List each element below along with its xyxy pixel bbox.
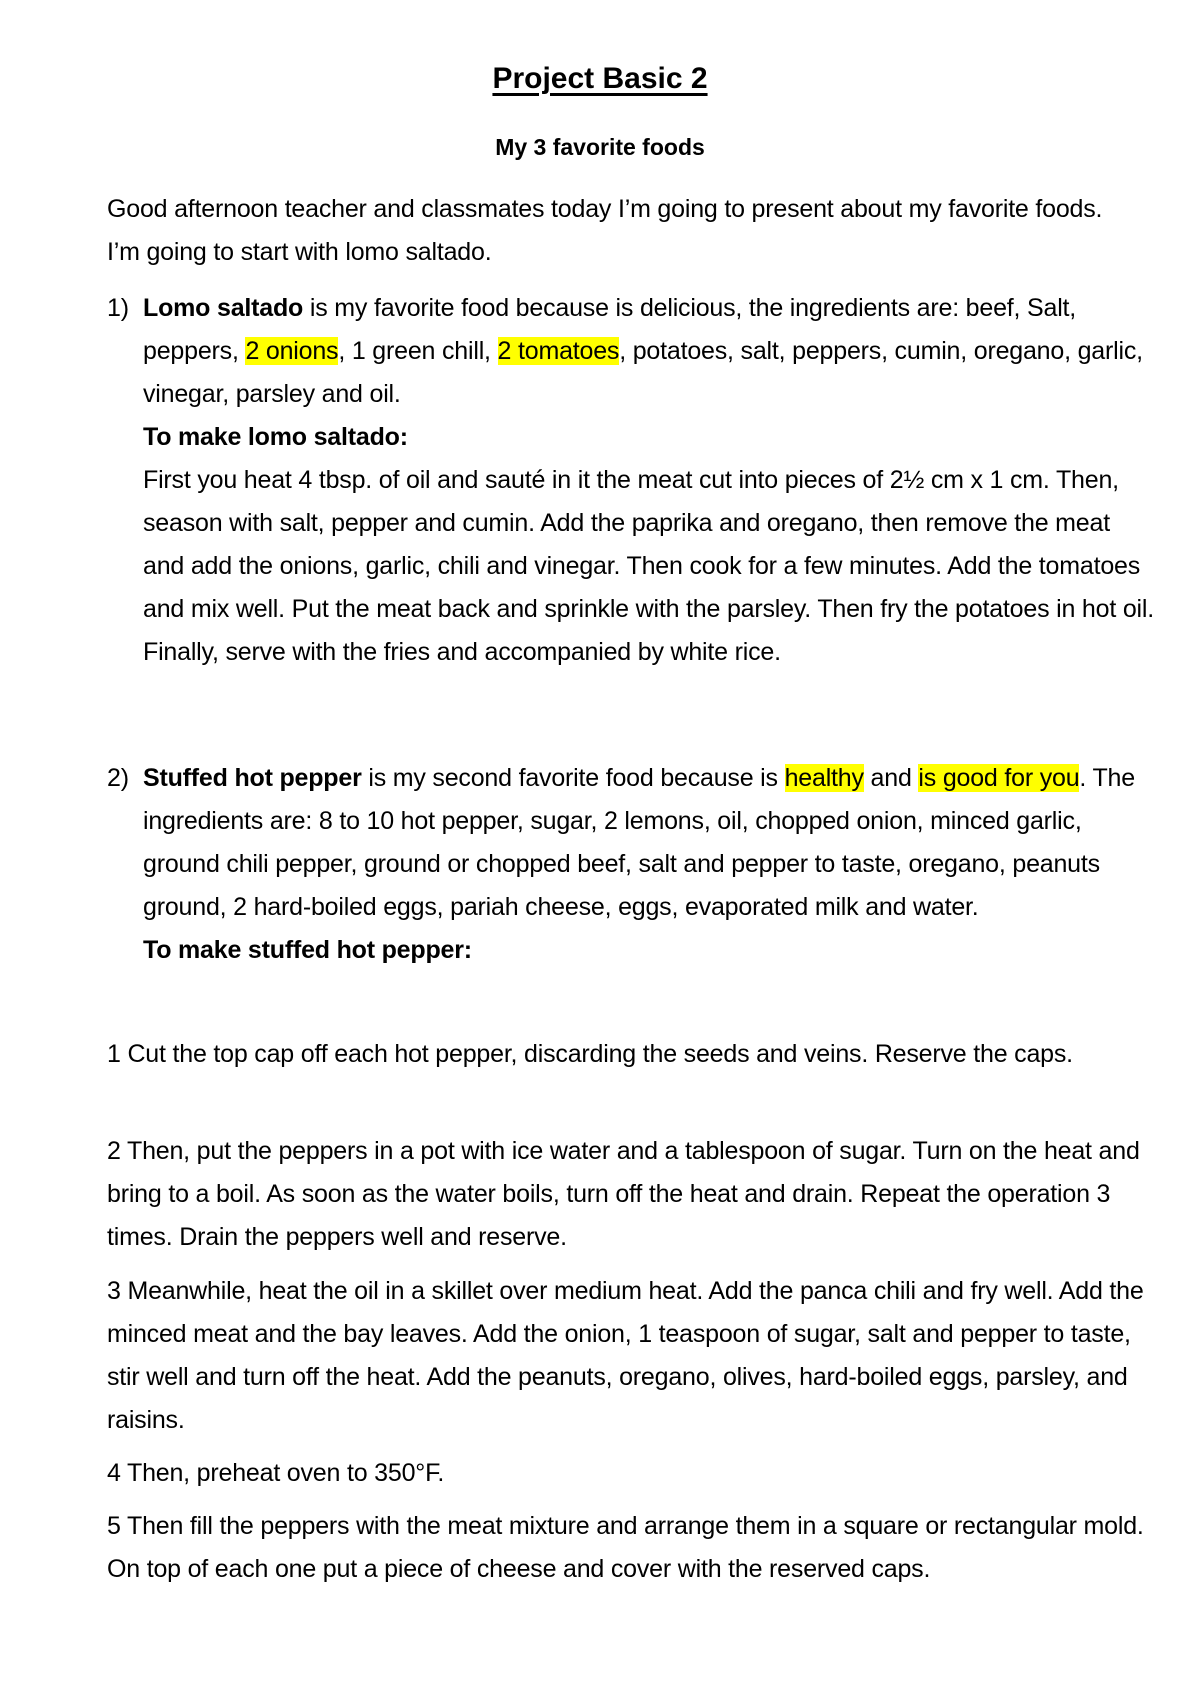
intro-paragraph: Good afternoon teacher and classmates today I’m going to present about my favorite foods. I’m going to start with lomo saltado. <box>107 195 1103 266</box>
recipe-step-1: 1 Cut the top cap off each hot pepper, discarding the seeds and veins. Reserve the caps. <box>107 1040 1073 1068</box>
highlighted-text: 2 onions <box>245 337 339 365</box>
recipe-step-5: 5 Then fill the peppers with the meat mixture and arrange them in a square or rectangular mold. On top of each one put a piece of cheese and cover with the reserved caps. <box>107 1512 1144 1583</box>
description-text: , potatoes, salt, peppers, cumin, oregano, garlic, vinegar, parsley and oil. <box>143 337 1143 408</box>
highlighted-text: healthy <box>784 764 864 792</box>
list-number: 2) <box>107 764 129 792</box>
food-item-lomo-saltado <box>107 287 1157 674</box>
document-subtitle: My 3 favorite foods <box>495 134 705 160</box>
description-text: is my favorite food because is delicious, the ingredients are: beef, Salt, peppers, <box>143 294 1077 365</box>
food-item-body <box>143 757 1157 972</box>
recipe-heading: To make stuffed hot pepper: <box>143 936 472 964</box>
food-item-stuffed-hot-pepper <box>107 757 1157 972</box>
recipe-step-2: 2 Then, put the peppers in a pot with ice water and a tablespoon of sugar. Turn on the heat and bring to a boil. As soon as the water boils, turn off the heat and drain. Repeat the operation 3 times. Drain the peppers well and reserve. <box>107 1137 1140 1251</box>
recipe-text: First you heat 4 tbsp. of oil and sauté in it the meat cut into pieces of 2½ cm x 1 cm. Then, season with salt, pepper and cumin. Add the paprika and oregano, then remove the meat and add the onions, garlic, chili and vinegar. Then cook for a few minutes. Add the tomatoes and mix well. Put the meat back and sprinkle with the parsley. Then fry the potatoes in hot oil. Finally, serve with the fries and accompanied by white rice. <box>143 466 1154 666</box>
food-name: Stuffed hot pepper <box>143 764 362 792</box>
highlighted-text: is good for you <box>918 764 1080 792</box>
recipe-step-4: 4 Then, preheat oven to 350°F. <box>107 1459 445 1487</box>
description-text: and <box>863 764 919 792</box>
description-text: , 1 green chill, <box>338 337 498 365</box>
recipe-heading: To make lomo saltado: <box>143 423 408 451</box>
list-number: 1) <box>107 294 129 322</box>
food-item-body <box>143 287 1157 674</box>
description-text: . The ingredients are: 8 to 10 hot pepper, sugar, 2 lemons, oil, chopped onion, minced garlic, ground chili pepper, ground or chopped beef, salt and pepper to taste, oregano, peanuts ground, 2 hard-boiled eggs, pariah cheese, eggs, evaporated milk and water. <box>143 764 1135 921</box>
food-name: Lomo saltado <box>143 294 304 322</box>
document-title: Project Basic 2 <box>492 62 708 95</box>
description-text: is my second favorite food because is <box>361 764 785 792</box>
recipe-step-3: 3 Meanwhile, heat the oil in a skillet over medium heat. Add the panca chili and fry well. Add the minced meat and the bay leaves. Add the onion, 1 teaspoon of sugar, salt and pepper to taste, stir well and turn off the heat. Add the peanuts, oregano, olives, hard-boiled eggs, parsley, and raisins. <box>107 1277 1144 1434</box>
highlighted-text: 2 tomatoes <box>497 337 620 365</box>
